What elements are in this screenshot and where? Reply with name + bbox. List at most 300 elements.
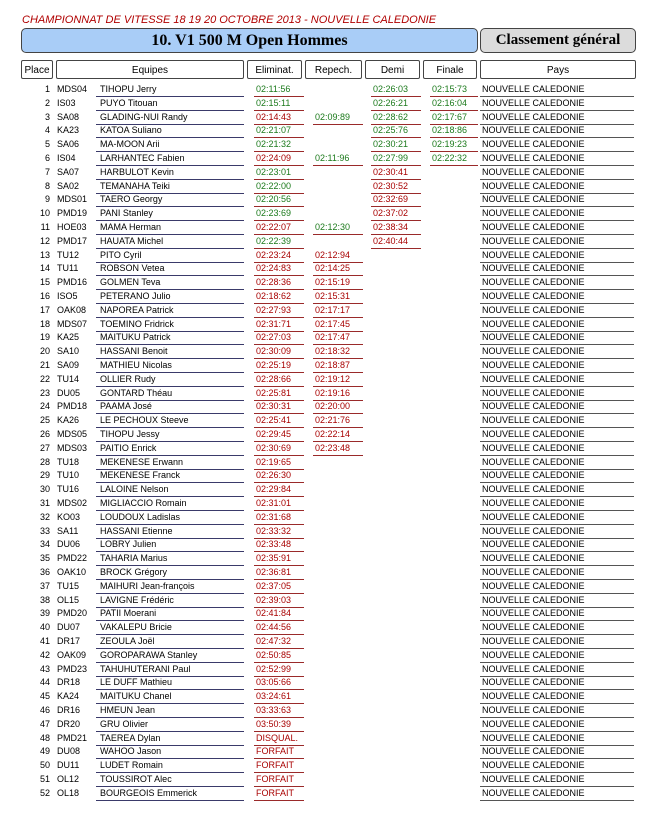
pays-cell: NOUVELLE CALEDONIE xyxy=(482,332,585,343)
demi-time: 02:30:52 xyxy=(373,180,409,191)
pays-cell: NOUVELLE CALEDONIE xyxy=(482,677,585,688)
place-cell: 20 xyxy=(39,346,50,357)
repechage-time: 02:15:31 xyxy=(315,291,351,301)
table-row xyxy=(0,552,657,566)
athlete-name: LARHANTEC Fabien xyxy=(100,153,185,163)
eliminatoire-time: 02:31:71 xyxy=(256,318,292,329)
pays-cell: NOUVELLE CALEDONIE xyxy=(482,153,585,163)
table-row xyxy=(0,400,657,414)
team-code: TU14 xyxy=(57,373,80,384)
repechage-time: 02:11:96 xyxy=(315,153,350,163)
demi-time: 02:38:34 xyxy=(373,222,409,232)
finale-time: 02:22:32 xyxy=(432,153,468,163)
athlete-name: HARBULOT Kevin xyxy=(100,166,174,177)
athlete-name: BOURGEOIS Emmerick xyxy=(100,787,198,798)
repechage-time: 02:19:12 xyxy=(315,373,351,384)
table-row xyxy=(0,773,657,787)
pays-cell: NOUVELLE CALEDONIE xyxy=(482,567,585,577)
team-code: TU18 xyxy=(57,456,80,467)
place-cell: 4 xyxy=(44,125,50,136)
team-code: PMD17 xyxy=(57,235,88,246)
place-cell: 31 xyxy=(39,498,50,508)
table-row xyxy=(0,166,657,180)
pays-cell: NOUVELLE CALEDONIE xyxy=(482,373,585,384)
pays-cell: NOUVELLE CALEDONIE xyxy=(482,580,585,591)
table-row xyxy=(0,262,657,276)
athlete-name: TOEMINO Fridrick xyxy=(100,318,174,329)
athlete-name: TOUSSIROT Alec xyxy=(100,774,172,784)
athlete-name: GOROPARAWA Stanley xyxy=(100,649,198,660)
pays-cell: NOUVELLE CALEDONIE xyxy=(482,622,585,633)
pays-cell: NOUVELLE CALEDONIE xyxy=(482,125,585,136)
repechage-time: 02:18:32 xyxy=(315,346,351,357)
table-row xyxy=(0,207,657,221)
pays-cell: NOUVELLE CALEDONIE xyxy=(482,718,585,729)
eliminatoire-time: 02:25:19 xyxy=(256,360,292,370)
team-code: SA06 xyxy=(57,139,80,150)
place-cell: 5 xyxy=(44,139,50,150)
repechage-time: 02:12:30 xyxy=(315,222,351,232)
place-cell: 38 xyxy=(39,594,50,605)
team-code: OL12 xyxy=(57,774,80,784)
team-code: PMD18 xyxy=(57,401,88,412)
team-code: MDS04 xyxy=(57,84,88,94)
team-code: HOE03 xyxy=(57,222,87,232)
athlete-name: PAAMA José xyxy=(100,401,152,412)
demi-time: 02:30:41 xyxy=(373,166,409,177)
eliminatoire-time: 02:29:84 xyxy=(256,484,292,495)
team-code: PMD19 xyxy=(57,208,88,219)
ranking-label: Classement général xyxy=(480,28,636,53)
place-cell: 40 xyxy=(39,622,50,633)
eliminatoire-time: 03:24:61 xyxy=(256,691,292,702)
eliminatoire-time: 02:23:24 xyxy=(256,249,292,260)
team-code: KA23 xyxy=(57,125,80,136)
table-row xyxy=(0,290,657,304)
demi-time: 02:32:69 xyxy=(373,194,409,205)
pays-cell: NOUVELLE CALEDONIE xyxy=(482,235,585,246)
eliminatoire-time: 02:22:39 xyxy=(256,235,292,246)
place-cell: 16 xyxy=(39,291,50,301)
pays-cell: NOUVELLE CALEDONIE xyxy=(482,470,585,481)
header-pays: Pays xyxy=(480,60,636,79)
athlete-name: OLLIER Rudy xyxy=(100,373,156,384)
pays-cell: NOUVELLE CALEDONIE xyxy=(482,415,585,426)
team-code: OL15 xyxy=(57,594,80,605)
team-code: TU11 xyxy=(57,263,79,274)
place-cell: 7 xyxy=(44,166,50,177)
finale-time: 02:18:86 xyxy=(432,125,468,136)
pays-cell: NOUVELLE CALEDONIE xyxy=(482,194,585,205)
table-row xyxy=(0,511,657,525)
place-cell: 11 xyxy=(40,222,50,232)
table-row xyxy=(0,387,657,401)
table-row xyxy=(0,483,657,497)
demi-time: 02:37:02 xyxy=(373,208,409,219)
place-cell: 15 xyxy=(39,277,50,288)
place-cell: 9 xyxy=(44,194,50,205)
athlete-name: MAITUKU Patrick xyxy=(100,332,171,343)
place-cell: 45 xyxy=(39,691,50,702)
table-row xyxy=(0,180,657,194)
team-code: PMD20 xyxy=(57,608,88,619)
pays-cell: NOUVELLE CALEDONIE xyxy=(482,705,585,715)
pays-cell: NOUVELLE CALEDONIE xyxy=(482,774,585,784)
team-code: SA07 xyxy=(57,166,80,177)
finale-time: 02:19:23 xyxy=(432,139,468,150)
team-code: SA10 xyxy=(57,346,80,357)
eliminatoire-time: FORFAIT xyxy=(256,774,294,784)
eliminatoire-time: 02:30:31 xyxy=(256,401,292,412)
team-code: OAK08 xyxy=(57,304,87,315)
athlete-name: ROBSON Vetea xyxy=(100,263,165,274)
repechage-time: 02:21:76 xyxy=(315,415,351,426)
table-row xyxy=(0,193,657,207)
place-cell: 28 xyxy=(39,456,50,467)
team-code: KA24 xyxy=(57,691,80,702)
team-code: OL18 xyxy=(57,787,80,798)
table-row xyxy=(0,111,657,125)
athlete-name: WAHOO Jason xyxy=(100,746,162,757)
repechage-time: 02:17:17 xyxy=(315,304,351,315)
pays-cell: NOUVELLE CALEDONIE xyxy=(482,539,585,550)
eliminatoire-time: 02:35:91 xyxy=(256,553,292,564)
championship-title: CHAMPIONNAT DE VITESSE 18 19 20 OCTOBRE 2013 - NOUVELLE CALEDONIE xyxy=(22,14,437,26)
eliminatoire-time: 02:26:30 xyxy=(256,470,292,481)
eliminatoire-time: 02:20:56 xyxy=(256,194,292,205)
table-row xyxy=(0,373,657,387)
athlete-name: PITO Cyril xyxy=(100,249,142,260)
place-cell: 10 xyxy=(39,208,50,219)
team-code: IS03 xyxy=(57,97,76,108)
pays-cell: NOUVELLE CALEDONIE xyxy=(482,111,585,122)
pays-cell: NOUVELLE CALEDONIE xyxy=(482,442,585,453)
athlete-name: GRU Olivier xyxy=(100,718,149,729)
athlete-name: TIHOPU Jerry xyxy=(100,84,157,94)
pays-cell: NOUVELLE CALEDONIE xyxy=(482,304,585,315)
team-code: DU06 xyxy=(57,539,81,550)
team-code: MDS05 xyxy=(57,429,88,439)
team-code: SA08 xyxy=(57,111,80,122)
pays-cell: NOUVELLE CALEDONIE xyxy=(482,787,585,798)
table-row xyxy=(0,649,657,663)
pays-cell: NOUVELLE CALEDONIE xyxy=(482,346,585,357)
eliminatoire-time: 02:30:09 xyxy=(256,346,292,357)
place-cell: 35 xyxy=(39,553,50,564)
table-row xyxy=(0,83,657,97)
demi-time: 02:28:62 xyxy=(373,111,409,122)
team-code: TU10 xyxy=(57,470,80,481)
table-row xyxy=(0,97,657,111)
place-cell: 29 xyxy=(39,470,50,481)
header-equipes: Equipes xyxy=(56,60,244,79)
athlete-name: LALOINE Nelson xyxy=(100,484,169,495)
pays-cell: NOUVELLE CALEDONIE xyxy=(482,263,585,274)
header-finale: Finale xyxy=(423,60,477,79)
eliminatoire-time: 02:36:81 xyxy=(256,567,292,577)
table-row xyxy=(0,414,657,428)
place-cell: 50 xyxy=(39,760,50,771)
demi-time: 02:25:76 xyxy=(373,125,409,136)
team-code: DU11 xyxy=(57,760,80,771)
table-row xyxy=(0,635,657,649)
pays-cell: NOUVELLE CALEDONIE xyxy=(482,360,585,370)
pays-cell: NOUVELLE CALEDONIE xyxy=(482,525,585,536)
pays-cell: NOUVELLE CALEDONIE xyxy=(482,553,585,564)
eliminatoire-time: 02:23:01 xyxy=(256,166,292,177)
team-code: SA11 xyxy=(57,525,79,536)
eliminatoire-time: 02:33:48 xyxy=(256,539,292,550)
table-row xyxy=(0,249,657,263)
athlete-name: PAITIO Enrick xyxy=(100,442,157,453)
pays-cell: NOUVELLE CALEDONIE xyxy=(482,498,585,508)
athlete-name: HASSANI Benoit xyxy=(100,346,168,357)
demi-time: 02:26:03 xyxy=(373,84,409,94)
header-place: Place xyxy=(21,60,53,79)
athlete-name: LAVIGNE Frédéric xyxy=(100,594,174,605)
athlete-name: TAHUHUTERANI Paul xyxy=(100,663,191,674)
place-cell: 24 xyxy=(39,401,50,412)
finale-time: 02:16:04 xyxy=(432,97,468,108)
athlete-name: PATII Moerani xyxy=(100,608,157,619)
team-code: MDS01 xyxy=(57,194,88,205)
finale-time: 02:17:67 xyxy=(432,111,468,122)
team-code: KA26 xyxy=(57,415,80,426)
pays-cell: NOUVELLE CALEDONIE xyxy=(482,222,585,232)
table-row xyxy=(0,359,657,373)
team-code: IS04 xyxy=(57,153,76,163)
place-cell: 33 xyxy=(39,525,50,536)
table-row xyxy=(0,787,657,801)
place-cell: 12 xyxy=(39,235,50,246)
place-cell: 34 xyxy=(39,539,50,550)
pays-cell: NOUVELLE CALEDONIE xyxy=(482,277,585,288)
eliminatoire-time: 02:21:07 xyxy=(256,125,292,136)
table-row xyxy=(0,276,657,290)
pays-cell: NOUVELLE CALEDONIE xyxy=(482,760,585,771)
athlete-name: HASSANI Etienne xyxy=(100,525,173,536)
pays-cell: NOUVELLE CALEDONIE xyxy=(482,291,585,301)
athlete-name: GONTARD Théau xyxy=(100,387,173,398)
repechage-time: 02:19:16 xyxy=(315,387,351,398)
athlete-name: VAKALEPU Bricie xyxy=(100,622,172,633)
table-row xyxy=(0,759,657,773)
team-code: PMD23 xyxy=(57,663,88,674)
team-code: OAK10 xyxy=(57,567,87,577)
eliminatoire-time: 02:22:07 xyxy=(256,222,292,232)
place-cell: 30 xyxy=(39,484,50,495)
team-code: OAK09 xyxy=(57,649,87,660)
table-row xyxy=(0,428,657,442)
row-underline xyxy=(96,800,244,801)
eliminatoire-time: 02:15:11 xyxy=(256,97,291,108)
athlete-name: MATHIEU Nicolas xyxy=(100,360,172,370)
eliminatoire-time: 02:21:32 xyxy=(256,139,292,150)
eliminatoire-time: 02:30:69 xyxy=(256,442,292,453)
place-cell: 49 xyxy=(39,746,50,757)
team-code: TU16 xyxy=(57,484,80,495)
place-cell: 23 xyxy=(39,387,50,398)
table-row xyxy=(0,690,657,704)
team-code: SA09 xyxy=(57,360,80,370)
eliminatoire-time: 02:23:69 xyxy=(256,208,292,219)
athlete-name: MEKENESE Erwann xyxy=(100,456,184,467)
table-row xyxy=(0,152,657,166)
table-row xyxy=(0,676,657,690)
eliminatoire-time: 02:25:41 xyxy=(256,415,292,426)
team-code: DR16 xyxy=(57,705,81,715)
demi-time: 02:40:44 xyxy=(373,235,409,246)
table-row xyxy=(0,704,657,718)
pays-cell: NOUVELLE CALEDONIE xyxy=(482,608,585,619)
place-cell: 42 xyxy=(39,649,50,660)
place-cell: 19 xyxy=(39,332,50,343)
place-cell: 3 xyxy=(44,111,50,122)
pays-cell: NOUVELLE CALEDONIE xyxy=(482,429,585,439)
place-cell: 25 xyxy=(39,415,50,426)
eliminatoire-time: FORFAIT xyxy=(256,760,294,771)
table-row xyxy=(0,580,657,594)
table-row xyxy=(0,331,657,345)
athlete-name: LUDET Romain xyxy=(100,760,163,771)
table-row xyxy=(0,221,657,235)
table-row xyxy=(0,594,657,608)
pays-cell: NOUVELLE CALEDONIE xyxy=(482,84,585,94)
eliminatoire-time: DISQUAL. xyxy=(256,732,299,743)
pays-cell: NOUVELLE CALEDONIE xyxy=(482,249,585,260)
place-cell: 52 xyxy=(39,787,50,798)
table-row xyxy=(0,469,657,483)
athlete-name: TAEREA Dylan xyxy=(100,732,161,743)
eliminatoire-time: 02:19:65 xyxy=(256,456,292,467)
pays-cell: NOUVELLE CALEDONIE xyxy=(482,387,585,398)
pays-cell: NOUVELLE CALEDONIE xyxy=(482,484,585,495)
eliminatoire-time: 02:18:62 xyxy=(256,291,292,301)
repechage-time: 02:09:89 xyxy=(315,111,351,122)
pays-cell: NOUVELLE CALEDONIE xyxy=(482,649,585,660)
athlete-name: HMEUN Jean xyxy=(100,705,156,715)
table-row xyxy=(0,718,657,732)
athlete-name: TAERO Georgy xyxy=(100,194,163,205)
athlete-name: PANI Stanley xyxy=(100,208,153,219)
eliminatoire-time: 03:33:63 xyxy=(256,705,292,715)
repechage-time: 02:12:94 xyxy=(315,249,351,260)
team-code: DR18 xyxy=(57,677,81,688)
place-cell: 1 xyxy=(44,84,50,94)
place-cell: 18 xyxy=(39,318,50,329)
athlete-name: MAITUKU Chanel xyxy=(100,691,172,702)
table-row xyxy=(0,621,657,635)
athlete-name: TEMANAHA Teiki xyxy=(100,180,170,191)
pays-cell: NOUVELLE CALEDONIE xyxy=(482,636,585,646)
repechage-time: 02:22:14 xyxy=(315,429,351,439)
team-code: TU12 xyxy=(57,249,80,260)
team-code: PMD16 xyxy=(57,277,88,288)
table-row xyxy=(0,566,657,580)
team-code: MDS03 xyxy=(57,442,88,453)
place-cell: 43 xyxy=(39,663,50,674)
place-cell: 32 xyxy=(39,511,50,522)
table-row xyxy=(0,525,657,539)
table-row xyxy=(0,318,657,332)
table-row xyxy=(0,138,657,152)
team-code: TU15 xyxy=(57,580,80,591)
athlete-name: ZEOULA Joël xyxy=(100,636,155,646)
eliminatoire-time: 02:31:68 xyxy=(256,511,292,522)
eliminatoire-time: 02:39:03 xyxy=(256,594,292,605)
place-cell: 51 xyxy=(39,774,50,784)
eliminatoire-time: 02:31:01 xyxy=(256,498,292,508)
table-row xyxy=(0,497,657,511)
eliminatoire-time: 03:05:66 xyxy=(256,677,292,688)
pays-cell: NOUVELLE CALEDONIE xyxy=(482,456,585,467)
athlete-name: MIGLIACCIO Romain xyxy=(100,498,187,508)
athlete-name: LOUDOUX Ladislas xyxy=(100,511,181,522)
pays-cell: NOUVELLE CALEDONIE xyxy=(482,97,585,108)
eliminatoire-time: 02:28:66 xyxy=(256,373,292,384)
table-row xyxy=(0,124,657,138)
eliminatoire-time: 03:50:39 xyxy=(256,718,292,729)
place-cell: 37 xyxy=(39,580,50,591)
pays-cell: NOUVELLE CALEDONIE xyxy=(482,401,585,412)
athlete-name: PETERANO Julio xyxy=(100,291,171,301)
athlete-name: TIHOPU Jessy xyxy=(100,429,160,439)
eliminatoire-time: 02:28:36 xyxy=(256,277,292,288)
athlete-name: BROCK Grégory xyxy=(100,567,168,577)
pays-cell: NOUVELLE CALEDONIE xyxy=(482,139,585,150)
athlete-name: TAHARIA Marius xyxy=(100,553,168,564)
team-code: MDS02 xyxy=(57,498,88,508)
pays-cell: NOUVELLE CALEDONIE xyxy=(482,180,585,191)
athlete-name: GOLMEN Teva xyxy=(100,277,161,288)
row-underline xyxy=(480,800,634,801)
eliminatoire-time: 02:47:32 xyxy=(256,636,292,646)
team-code: SA02 xyxy=(57,180,80,191)
eliminatoire-time: 02:37:05 xyxy=(256,580,292,591)
repechage-time: 02:18:87 xyxy=(315,360,351,370)
eliminatoire-time: 02:44:56 xyxy=(256,622,292,633)
team-code: DU08 xyxy=(57,746,81,757)
pays-cell: NOUVELLE CALEDONIE xyxy=(482,663,585,674)
eliminatoire-time: 02:33:32 xyxy=(256,525,292,536)
header-demi: Demi xyxy=(365,60,420,79)
demi-time: 02:27:99 xyxy=(373,153,409,163)
place-cell: 17 xyxy=(39,304,50,315)
team-code: DR17 xyxy=(57,636,81,646)
table-row xyxy=(0,456,657,470)
team-code: PMD22 xyxy=(57,553,88,564)
place-cell: 46 xyxy=(39,705,50,715)
table-row xyxy=(0,442,657,456)
team-code: KO03 xyxy=(57,511,81,522)
athlete-name: NAPOREA Patrick xyxy=(100,304,174,315)
eliminatoire-time: 02:25:81 xyxy=(256,387,292,398)
team-code: PMD21 xyxy=(57,732,88,743)
athlete-name: LE DUFF Mathieu xyxy=(100,677,173,688)
table-row xyxy=(0,304,657,318)
place-cell: 44 xyxy=(39,677,50,688)
eliminatoire-time: 02:24:83 xyxy=(256,263,292,274)
athlete-name: LE PECHOUX Steeve xyxy=(100,415,189,426)
repechage-time: 02:23:48 xyxy=(315,442,351,453)
team-code: DR20 xyxy=(57,718,81,729)
eliminatoire-time: 02:27:03 xyxy=(256,332,292,343)
repechage-time: 02:17:45 xyxy=(315,318,351,329)
athlete-name: HAUATA Michel xyxy=(100,235,164,246)
place-cell: 6 xyxy=(44,153,50,163)
athlete-name: GLADING-NUI Randy xyxy=(100,111,188,122)
table-row xyxy=(0,663,657,677)
